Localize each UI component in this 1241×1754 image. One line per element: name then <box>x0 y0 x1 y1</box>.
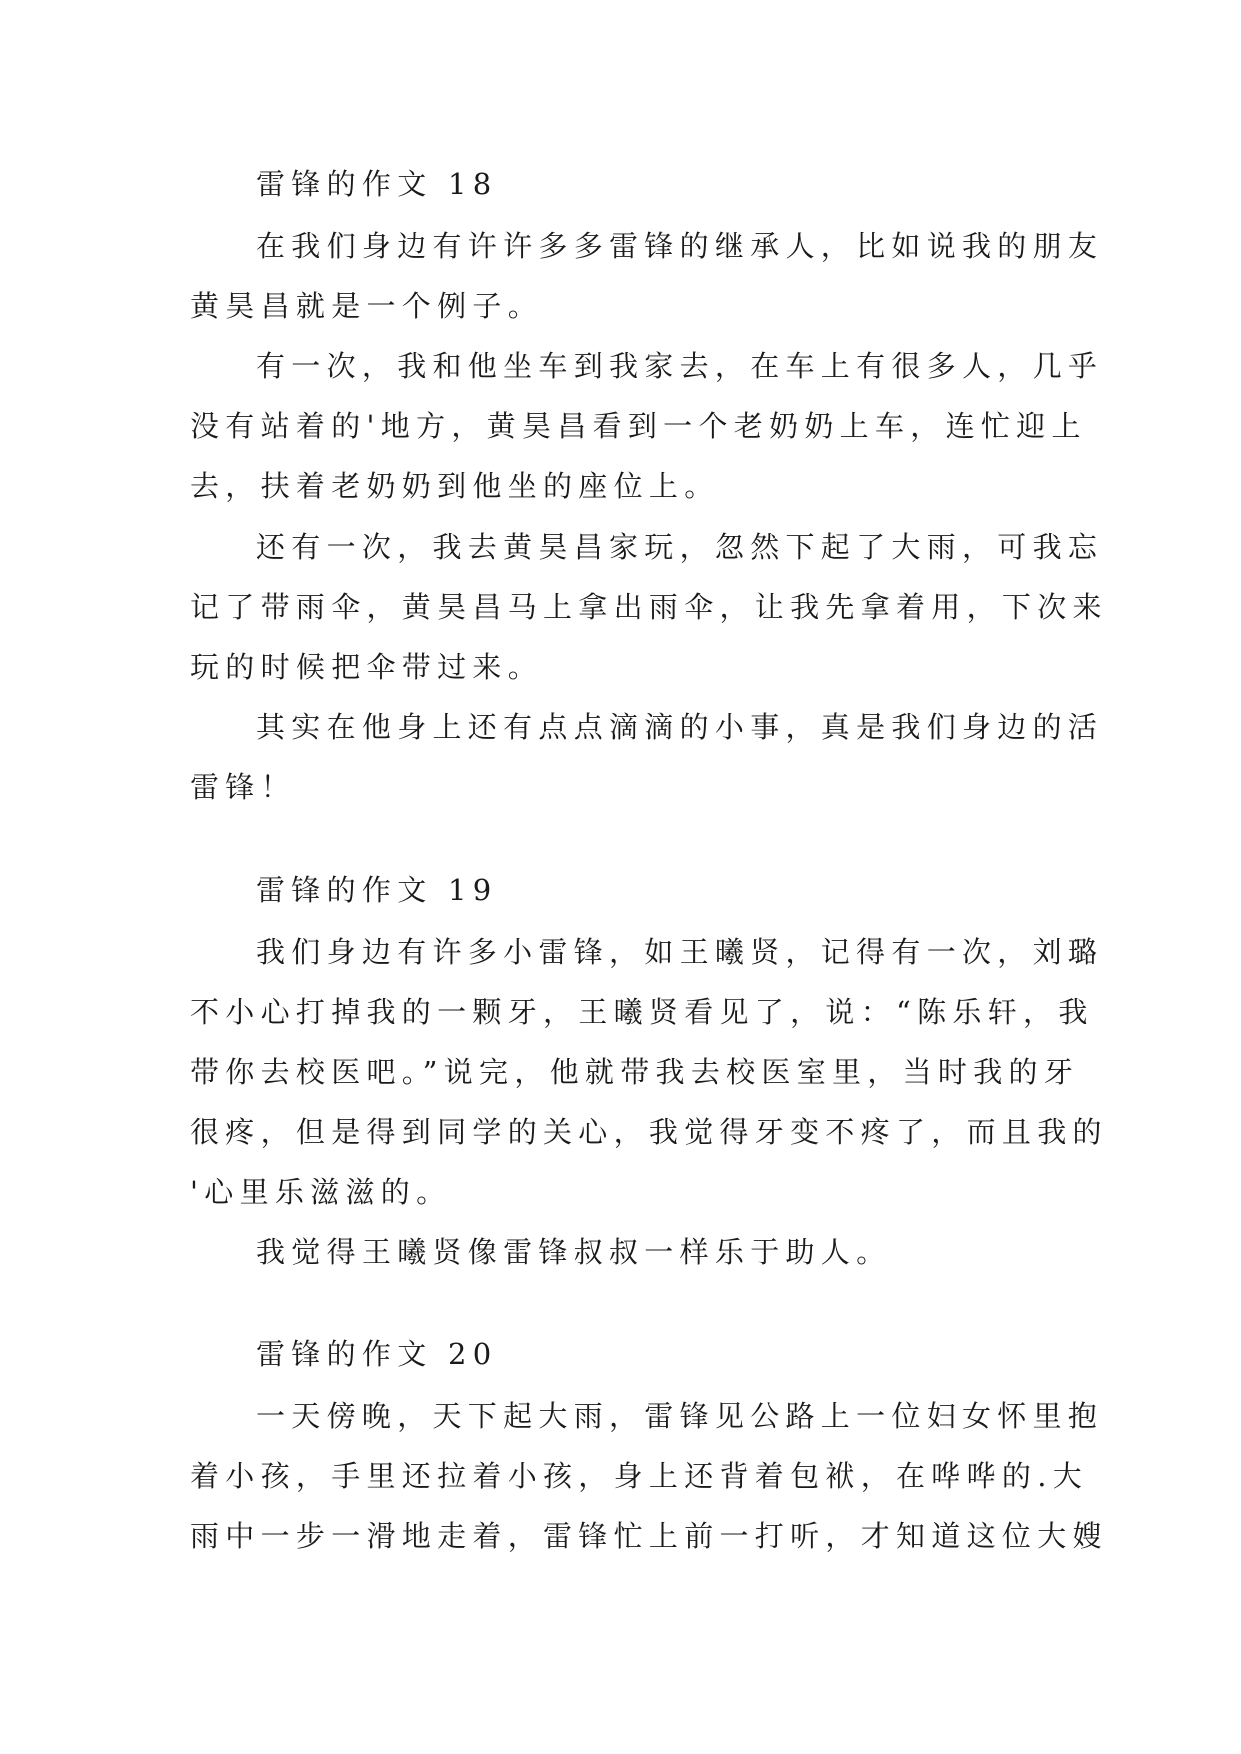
paragraph-line: 黄昊昌就是一个例子。 <box>190 289 544 323</box>
section-heading: 雷锋的作文 20 <box>256 1337 498 1371</box>
paragraph-line: 还有一次，我去黄昊昌家玩，忽然下起了大雨，可我忘 <box>256 530 1104 564</box>
section-heading: 雷锋的作文 19 <box>256 873 498 907</box>
paragraph-line: 雷锋！ <box>190 770 296 804</box>
paragraph-line: 没有站着的'地方，黄昊昌看到一个老奶奶上车，连忙迎上 <box>190 409 1087 443</box>
paragraph-line: 带你去校医吧。”说完，他就带我去校医室里，当时我的牙 <box>190 1055 1080 1089</box>
paragraph-line: 玩的时候把伞带过来。 <box>190 650 544 684</box>
paragraph-line: 我们身边有许多小雷锋，如王曦贤，记得有一次，刘璐 <box>256 935 1104 969</box>
paragraph-line: 一天傍晚，天下起大雨，雷锋见公路上一位妇女怀里抱 <box>256 1399 1104 1433</box>
paragraph-line: 很疼，但是得到同学的关心，我觉得牙变不疼了，而且我的 <box>190 1115 1108 1149</box>
paragraph-line: 雨中一步一滑地走着，雷锋忙上前一打听，才知道这位大嫂 <box>190 1519 1108 1553</box>
paragraph-line: 记了带雨伞，黄昊昌马上拿出雨伞，让我先拿着用，下次来 <box>190 590 1108 624</box>
paragraph-line: 不小心打掉我的一颗牙，王曦贤看见了，说：“陈乐轩，我 <box>190 995 1094 1029</box>
section-heading: 雷锋的作文 18 <box>256 167 498 201</box>
paragraph-line: 着小孩，手里还拉着小孩，身上还背着包袱，在哗哗的.大 <box>190 1459 1089 1493</box>
paragraph-line: 其实在他身上还有点点滴滴的小事，真是我们身边的活 <box>256 710 1104 744</box>
paragraph-line: '心里乐滋滋的。 <box>190 1175 452 1209</box>
paragraph-line: 去，扶着老奶奶到他坐的座位上。 <box>190 469 720 503</box>
paragraph-line: 我觉得王曦贤像雷锋叔叔一样乐于助人。 <box>256 1235 892 1269</box>
paragraph-line: 在我们身边有许许多多雷锋的继承人，比如说我的朋友 <box>256 229 1104 263</box>
paragraph-line: 有一次，我和他坐车到我家去，在车上有很多人，几乎 <box>256 349 1104 383</box>
